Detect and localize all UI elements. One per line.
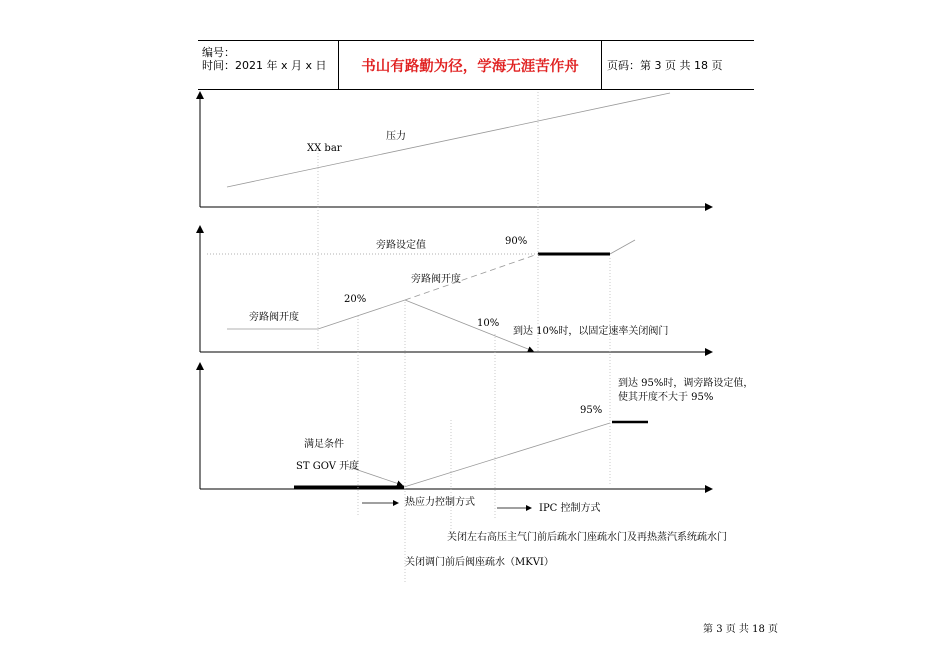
pct-10-label: 10% <box>477 318 500 329</box>
note-10pct-label: 到达 10%时，以固定速率关闭阀门 <box>513 326 669 337</box>
pct-95-label: 95% <box>580 405 603 416</box>
bypass-valve-opening-left-label: 旁路阀开度 <box>249 312 299 323</box>
time-label: 时间：2021 年 x 月 x 日 <box>202 59 327 72</box>
pressure-label: 压力 <box>386 131 406 142</box>
note-95pct-line2: 使其开度不大于 95% <box>618 392 714 403</box>
bypass-valve-opening-mid-label: 旁路阀开度 <box>411 274 461 285</box>
bypass-setpoint-label: 旁路设定值 <box>376 240 426 251</box>
thermal-stress-mode-label: 热应力控制方式 <box>405 497 475 508</box>
footer-page-number: 第 3 页 共 18 页 <box>703 624 778 635</box>
st-gov-rise <box>404 423 610 487</box>
page-label: 页码：第 3 页 共 18 页 <box>607 59 723 72</box>
close-valve-drains-label: 关闭调门前后阀座疏水（MKVI） <box>405 557 554 568</box>
pressure-value-label: XX bar <box>307 143 342 154</box>
ipc-mode-label: IPC 控制方式 <box>539 503 601 514</box>
bypass-setpoint-rise <box>610 240 635 254</box>
pressure-line <box>227 93 670 187</box>
note-95pct-line1: 到达 95%时，调旁路设定值， <box>618 378 754 389</box>
number-label: 编号： <box>202 46 235 59</box>
motto: 书山有路勤为径，学海无涯苦作舟 <box>338 41 602 89</box>
st-gov-opening-label: ST GOV 开度 <box>296 461 360 472</box>
pct-20-label: 20% <box>344 294 367 305</box>
condition-met-label: 满足条件 <box>304 439 344 450</box>
pct-90-label: 90% <box>505 236 528 247</box>
close-drains-label: 关闭左右高压主气门前后疏水门座疏水门及再热蒸汽系统疏水门 <box>447 532 727 543</box>
